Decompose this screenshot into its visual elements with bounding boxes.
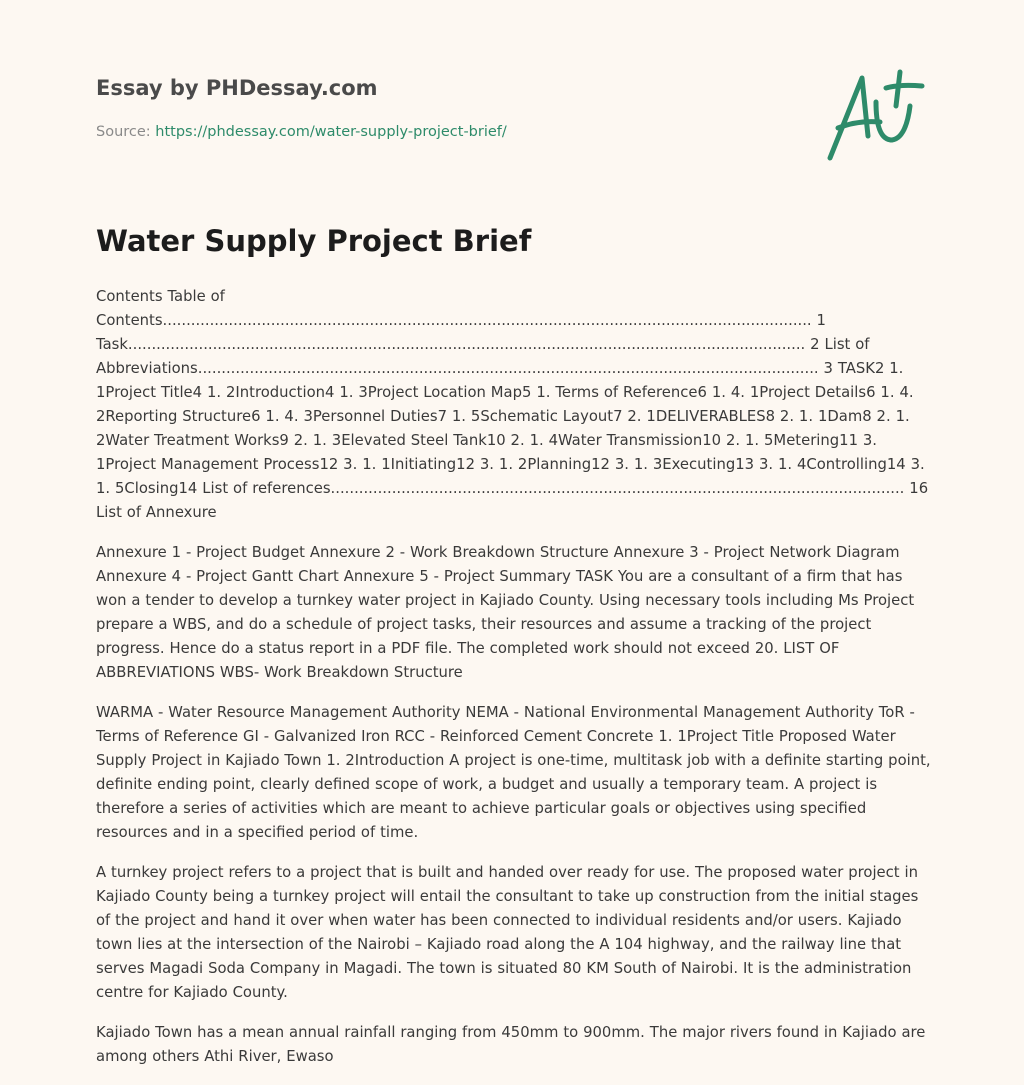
essay-paragraph: Contents Table of Contents.......................................................................................................................................... 1 Task................................................................................................................................................ 2 List of Abbreviations.................................................................................................................................... 3 TASK2 1. 1Project Title4 1. 2Introduction4 1. 3Project Location Map5 1. Terms of Reference6 1. 4. 1Project Details6 1. 4. 2Reporting Structure6 1. 4. 3Personnel Duties7 1. 5Schematic Layout7 2. 1DELIVERABLES8 2. 1. 1Dam8 2. 1. 2Water Treatment Works9 2. 1. 3Elevated Steel Tank10 2. 1. 4Water Transmission10 2. 1. 5Metering11 3. 1Project Management Process12 3. 1. 1Initiating12 3. 1. 2Planning12 3. 1. 3Executing13 3. 1. 4Controlling14 3. 1. 5Closing14 List of references.......................................................................................................................... 16 List of Annexure [96, 288, 929, 521]
essay-paragraph: Kajiado Town has a mean annual rainfall ranging from 450mm to 900mm. The major rivers found in Kajiado are among others Athi River, Ewaso [96, 1024, 926, 1065]
essay-paragraph: Annexure 1 - Project Budget Annexure 2 - Work Breakdown Structure Annexure 3 - Project Network Diagram Annexure 4 - Project Gantt Chart Annexure 5 - Project Summary TASK You are a consultant of a firm that has won a tender to develop a turnkey water project in Kajiado County. Using necessary tools including Ms Project prepare a WBS, and do a schedule of project tasks, their resources and assume a tracking of the project progress. Hence do a status report in a PDF file. The completed work should not exceed 20. LIST OF ABBREVIATIONS WBS- Work Breakdown Structure [96, 544, 915, 681]
essay-body [96, 285, 934, 1085]
essay-paragraph: WARMA - Water Resource Management Authority NEMA - National Environmental Management Authority ToR - Terms of Reference GI - Galvanized Iron RCC - Reinforced Cement Concrete 1. 1Project Title Proposed Water Supply Project in Kajiado Town 1. 2Introduction A project is one-time, multitask job with a definite starting point, definite ending point, clearly defined scope of work, a budget and usually a temporary team. A project is therefore a series of activities which are meant to achieve particular goals or objectives using specified resources and in a specified period of time. [96, 704, 931, 841]
essay-title: Water Supply Project Brief [96, 224, 532, 258]
source-line [96, 124, 507, 140]
essay-paragraph: A turnkey project refers to a project that is built and handed over ready for use. The proposed water project in Kajiado County being a turnkey project will entail the consultant to take up construction from the initial stages of the project and hand it over when water has been connected to individual residents and/or users. Kajiado town lies at the intersection of the Nairobi – Kajiado road along the A 104 highway, and the railway line that serves Magadi Soda Company in Magadi. The town is situated 80 KM South of Nairobi. It is the administration centre for Kajiado County. [96, 864, 919, 1001]
source-link[interactable]: https://phdessay.com/water-supply-project-brief/ [155, 124, 507, 140]
source-label: Source: [96, 124, 156, 140]
site-brand: Essay by PHDessay.com [96, 76, 378, 100]
a-plus-logo-icon [818, 66, 930, 166]
